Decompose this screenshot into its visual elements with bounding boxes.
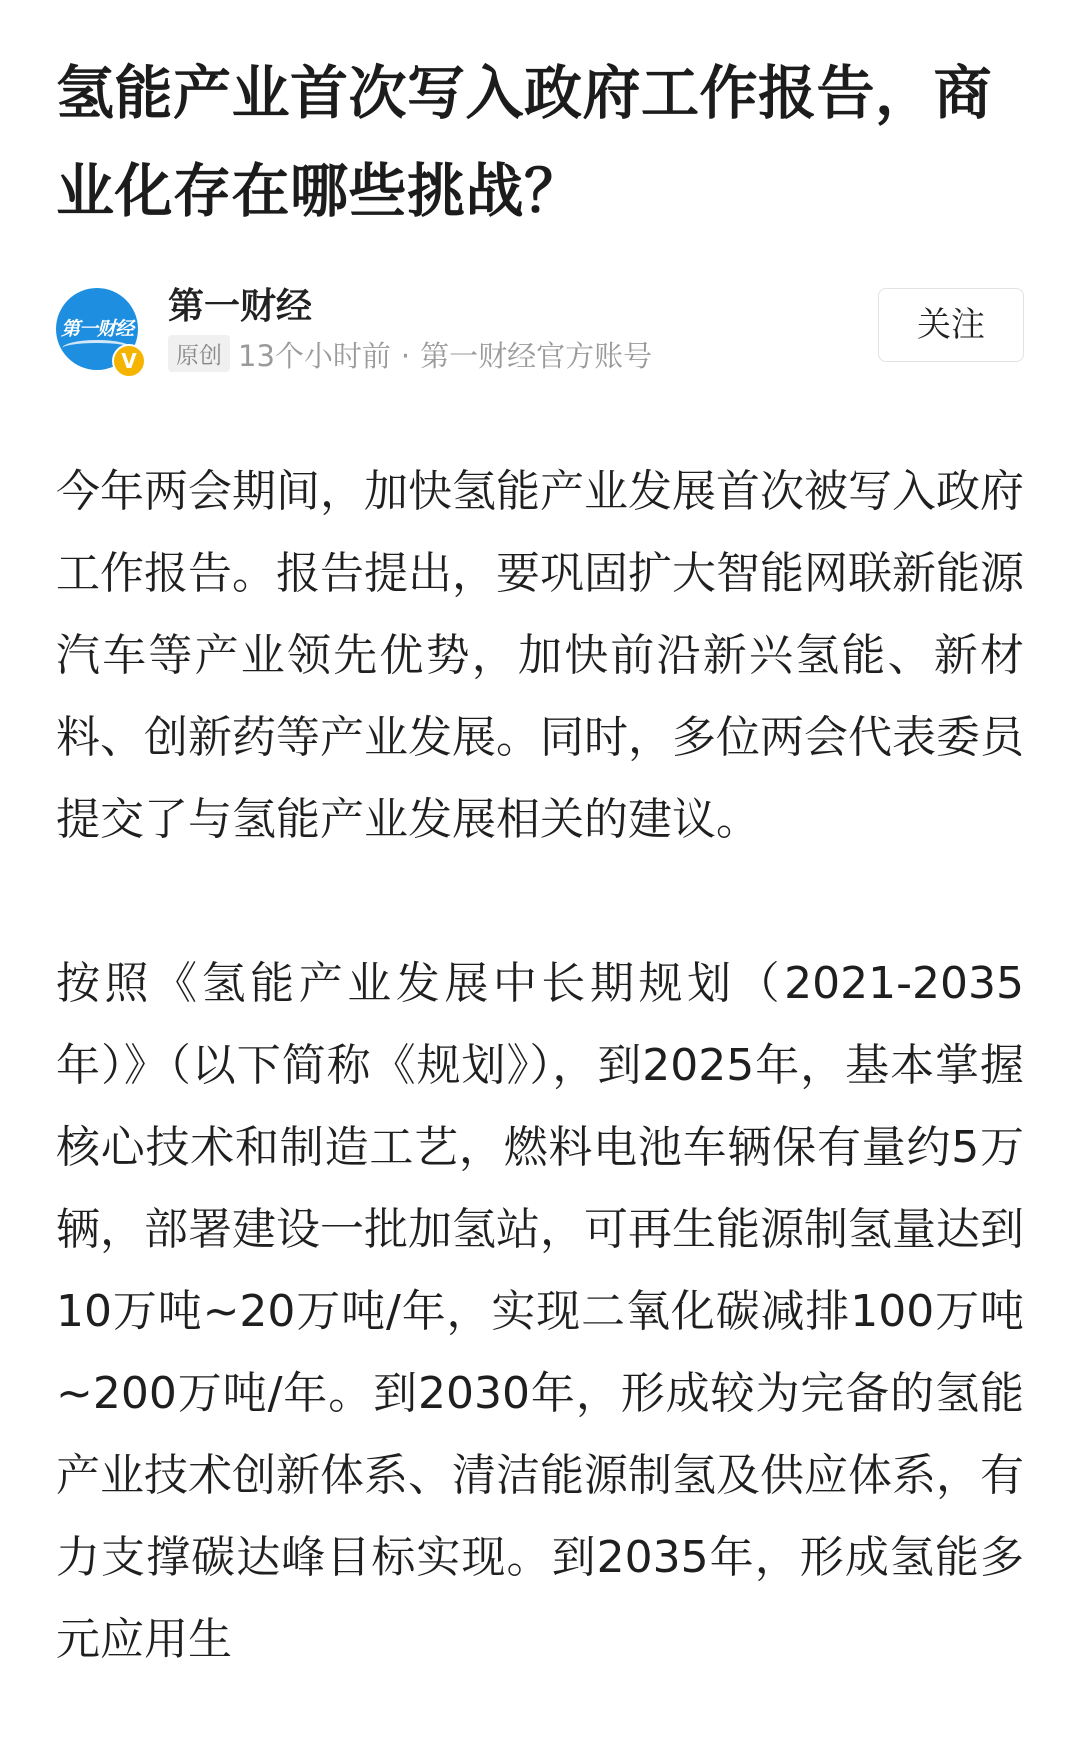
author-row	[56, 270, 1024, 380]
verified-badge-icon: V	[112, 344, 146, 378]
original-tag: 原创	[168, 335, 230, 372]
author-meta	[168, 334, 652, 375]
avatar-logo-text: 第一财经	[60, 318, 133, 340]
account-type: 第一财经官方账号	[420, 339, 653, 373]
article-paragraph: 今年两会期间，加快氢能产业发展首次被写入政府工作报告。报告提出，要巩固扩大智能网联新能源汽车等产业领先优势，加快前沿新兴氢能、新材料、创新药等产业发展。同时，多位两会代表委员提交了与氢能产业发展相关的建议。	[56, 466, 1024, 845]
article-paragraph: 按照《氢能产业发展中长期规划（2021-2035年）》（以下简称《规划》），到2025年，基本掌握核心技术和制造工艺，燃料电池车辆保有量约5万辆，部署建设一批加氢站，可再生能源制氢量达到10万吨~20万吨/年，实现二氧化碳减排100万吨~200万吨/年。到2030年，形成较为完备的氢能产业技术创新体系、清洁能源制氢及供应体系，有力支撑碳达峰目标实现。到2035年，形成氢能多元应用生	[56, 958, 1024, 1665]
article-body	[56, 451, 1024, 1681]
publish-time: 13个小时前	[238, 339, 391, 373]
follow-button[interactable]: 关注	[878, 288, 1024, 362]
author-avatar[interactable]	[56, 288, 138, 373]
article-title: 氢能产业首次写入政府工作报告，商业化存在哪些挑战？	[56, 59, 993, 225]
meta-separator: ·	[400, 339, 411, 373]
author-name[interactable]: 第一财经	[168, 286, 313, 327]
